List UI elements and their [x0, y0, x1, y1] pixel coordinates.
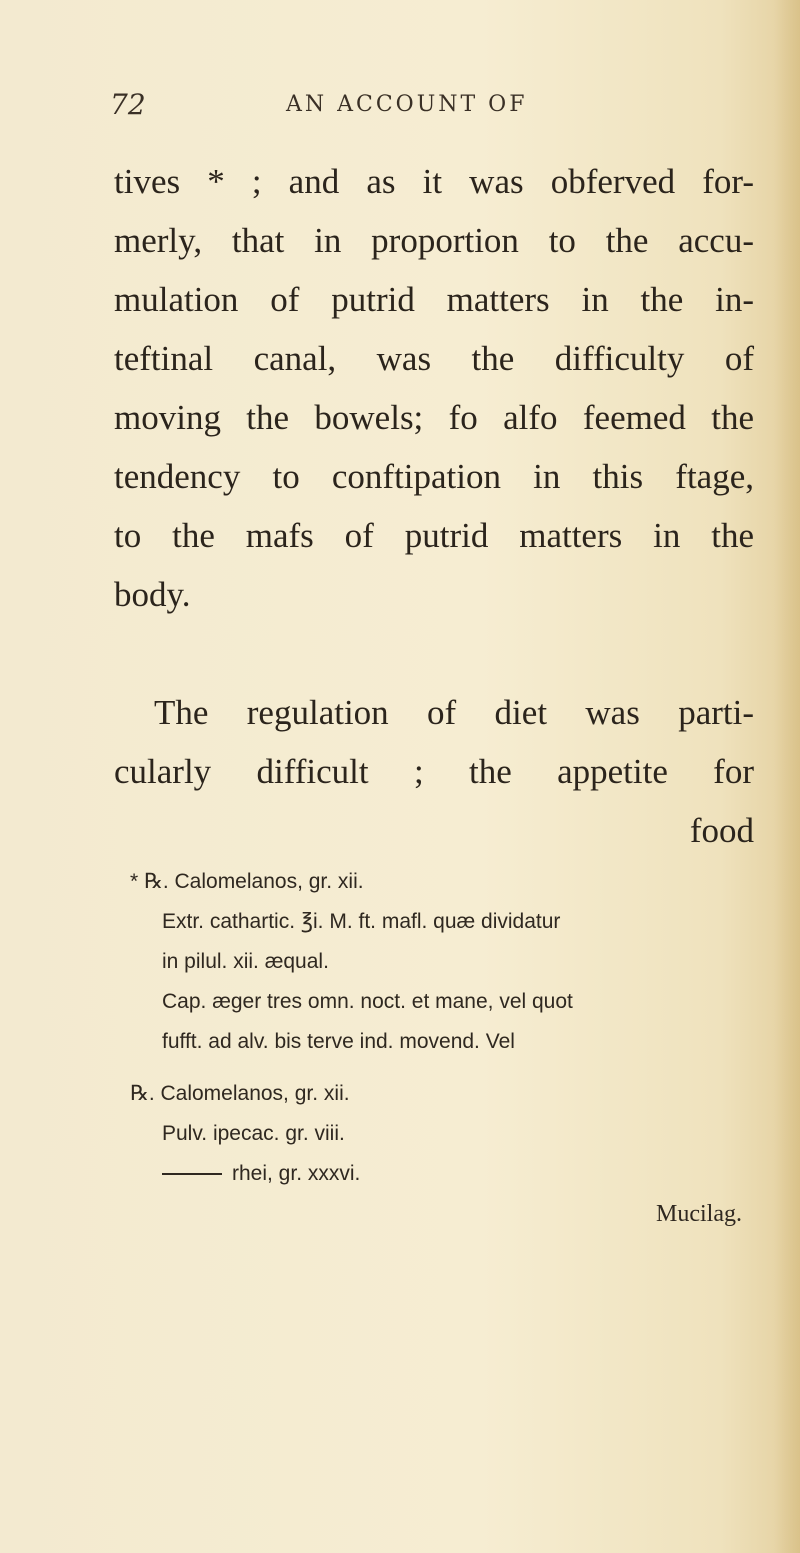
footnote-line: Extr. cathartic. ℥i. M. ft. mafl. quæ dividatur: [162, 910, 561, 933]
paragraph-gap: [114, 624, 754, 683]
footnote-line: in pilul. xii. æqual.: [162, 950, 329, 973]
body-line: cularly difficult ; the appetite for: [114, 752, 754, 791]
page-header: [110, 88, 750, 128]
body-line: teftinal canal, was the difficulty of: [114, 339, 754, 378]
footnote-text: rhei, gr. xxxvi.: [232, 1162, 361, 1185]
running-head: AN ACCOUNT OF: [286, 92, 528, 117]
body-line: The regulation of diet was parti-: [154, 693, 754, 732]
body-line: moving the bowels; fo alfo feemed the: [114, 398, 754, 437]
body-line: body.: [114, 575, 191, 614]
page-edge-shadow: [774, 0, 800, 1553]
body-line: mulation of putrid matters in the in-: [114, 280, 754, 319]
body-line: tives * ; and as it was obferved for-: [114, 162, 754, 201]
footnote-catchword: Mucilag.: [656, 1201, 742, 1227]
footnote-line: Pulv. ipecac. gr. viii.: [162, 1122, 345, 1145]
footnote-line-dash: [130, 1154, 742, 1194]
footnote: [130, 862, 742, 1234]
page-number: 72: [110, 88, 146, 121]
body-line: tendency to conftipation in this ftage,: [114, 457, 754, 496]
body-text: [114, 152, 754, 860]
footnote-line: Cap. æger tres omn. noct. et mane, vel quot: [162, 990, 573, 1013]
footnote-gap: [130, 1062, 742, 1074]
body-line: merly, that in proportion to the accu-: [114, 221, 754, 260]
footnote-line: * ℞. Calomelanos, gr. xii.: [130, 870, 364, 893]
body-line: to the mafs of putrid matters in the: [114, 516, 754, 555]
catchword: food: [689, 811, 754, 850]
footnote-line: fufft. ad alv. bis terve ind. movend. Vel: [162, 1030, 515, 1053]
ditto-dash: [162, 1173, 222, 1175]
footnote-line: ℞. Calomelanos, gr. xii.: [130, 1082, 350, 1105]
